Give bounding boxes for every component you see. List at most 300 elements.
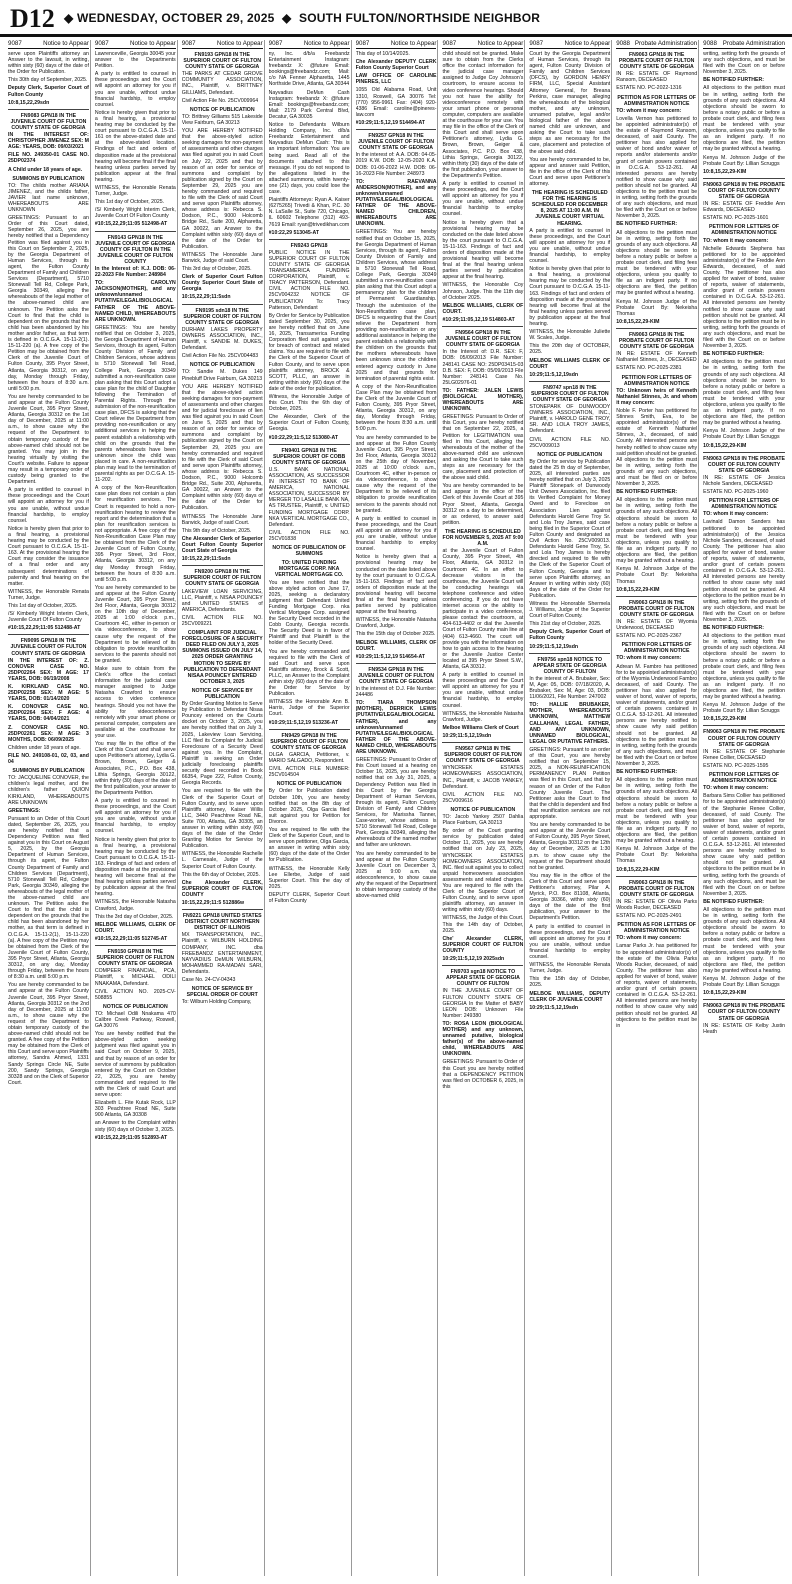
notice-paragraph: ESTATE NO. PC-2025-1960	[703, 489, 769, 496]
notice-paragraph: Witness the Honorable Shermela J. Williams, Judge of the Superior Court of Fulton County.	[529, 600, 611, 620]
notice-paragraph: CIVIL ACTION FILE NO. 25CV01838	[268, 529, 350, 542]
notice-heading: FN9150 GPN18 IN THE SUPERIOR COURT OF FULTON COUNTY STATE OF GEORGIA	[96, 949, 175, 968]
notice-divider	[442, 965, 523, 966]
notice-emphasis: 10:8,15,22,29-KIM	[703, 168, 747, 175]
notice-heading: NOTICE OF PUBLICATION	[537, 451, 603, 458]
notice-paragraph: GREETINGS: Pursuant to Order of this Court, you are hereby notified that on September 22, 2025, a Petition for LEGITIMATION was filed in this Court, alleging the whereabouts of the mother of the above-named child are unknown and asking the Court to take such steps as are necessary for the care, placement and protection of the above said child.	[442, 414, 524, 482]
notice-emphasis: #10:15,22,29;11:05 512893-AT	[94, 1134, 168, 1141]
notice-emphasis: Clerk of Superior Court Fulton County Superior Court State of Georgia	[181, 274, 263, 293]
notice-emphasis: Che Alexander Clerk of Superior Court Fulton County Superior Court State of Georgia	[181, 535, 263, 555]
notice-heading: FN9063 GPN18 IN THE PROBATE COURT OF FULTON COUNTY STATE OF GEORGIA	[618, 599, 695, 618]
notice-paragraph: an Answer to the Complaint within sixty (60) days of October 3, 2025.	[94, 1120, 176, 1133]
notice-paragraph: You are required to file with the Clerk of the Superior Court of Fulton County, and to serve upon Plaintiffs attorney, Kaiser Willis LLC, 3440 Peachtree Road NE, Suite 700, Atlanta, GA 30305, an answer in writing within sixty (60) days of the date of the Order Granting Motion for Service by Publication.	[181, 788, 263, 850]
diamond-icon: ◆	[282, 11, 292, 25]
notice-heading: PETITION AS FOR LETTERS OF ADMINISTRATION NOTICE	[617, 922, 696, 935]
notice-paragraph: All objections to the petition must be in writing, setting forth the grounds of any such objections. All objections should be sworn to before a notary public or before a probate court clerk, and filing fees must be tendered with your objections, unless you qualify to file as an indigent party. If no objections are filed, the petition may be granted without a hearing.	[703, 907, 786, 974]
notice-paragraph: IN RE: ESTATE OF Wyomia Underwood, DECEASED	[616, 618, 698, 632]
notice-emphasis: Deputy Clerk, Superior Court of Fulton County	[529, 629, 611, 642]
notice-paragraph: GREETINGS: Pursuant to Order of this Court issued at a hearing on October 16, 2025, you are hereby notified that on July 31, 2025, a Dependency Petition was filed in this Court by the Georgia Department of Human Services, through its agent, Fulton County Division of Family and Children Services, for Marissha Tanner, Case-worker, whose address is 5710 Stonewall Tell Road, College Park, Georgia 30349, alleging the whereabouts of the named mother and father are unknown.	[355, 757, 437, 849]
notice-paragraph: To: Wilburn Holding Company,	[181, 999, 252, 1006]
notice-paragraph: Plaintiffs Attorneys: Ryan A. Kaiser (6275265) Trivedi & Khan, P.C. 30 N. LaSalle St., Suite 720, Chicago, IL 60602 Telephone (312) 493-7619 Email: ryan@trivedikhan.com	[268, 197, 350, 228]
notice-divider	[95, 231, 176, 232]
notice-emphasis: 10:8,15,22,29-KIM	[616, 318, 660, 325]
notice-emphasis: FILE NO. 249350-01 CASE NO. 25DP02374	[8, 152, 89, 165]
notice-paragraph: WITNESS, the Honorable Natasha Crawford, Judge.	[355, 617, 437, 630]
notice-paragraph: WITNESS, the Honorable Renata Turner, Judge.	[529, 962, 611, 975]
notice-paragraph: This the 3rd day of October, 2025.	[94, 913, 174, 920]
notice-paragraph: GREETINGS: You are hereby notified that on October 15, 2025, the Georgia Department of Human Services, through its agent, Fulton County Division of Family and Children Services, whose address is 5710 Stonewall Tell Road, College Park, Georgia 30349 submitted a non-reunification case plan asking that this Court adopt a permanency plan for the children of Permanent Guardianship. Through the submission of the Non-Reunification case plan, DFCS is requesting that the Court relieve the Department from providing non-reunification or any additional assistance in helping the parent establish a relationship with the children on the grounds that the mothers whereabouts have been unknown since the children entered agency custody in June 2025 and that grounds for termination of parental rights exist.	[355, 229, 437, 382]
notice-paragraph: YOU ARE HEREBY NOTIFIED that the above-styled action seeking damages for non-payment of assessments and other charges and for judicial foreclosure of lien was filed against you in said Court on June 5, 2025 and that by reason of an order for service of summons and complaint by publication signed by the Court on September 29, 2025 you are hereby commanded and required to file with the Clerk of said Court and serve upon Plaintiffs attorney, whose address is: Rebecca S. Dodson, P.C., 9000 Holcomb Bridge Rd., Suite 200, Alpharetta, GA 30022, an Answer to the Complaint within sixty (60) days of the date of the Order for Publication.	[181, 383, 263, 512]
notice-emphasis: BE NOTIFIED FURTHER:	[703, 898, 764, 905]
notice-divider	[616, 876, 697, 877]
notice-paragraph: A copy of the Non-Reunification Case Plan may be obtained from the Clerk of the Juvenile Court of Fulton County, 395 Pryor Street, Atlanta, Georgia 30312, on any day, Monday through Friday, between the hours 8:30 a.m. until 5:00 p.m.	[355, 383, 437, 433]
notice-emphasis: 10:29;11:5,12,19sdn	[442, 732, 492, 739]
notice-paragraph: By order of the Court granting service by publication dated October 11, 2025, you are hereby notified that on July 23, 2025, WYNCREEK ESTATES HOMEOWNERS ASSOCIATION, INC. filed suit against you to collect unpaid homeowners association assessments and related charges. You are required to file with the Clerk of the Superior Court of Fulton County, and to serve upon plaintiffs attorney, an answer in writing within sixty (60) days.	[442, 828, 524, 914]
notice-heading: FN9193 GPN18 IN THE SUPERIOR COURT OF FULTON COUNTY STATE OF GEORGIA	[183, 52, 262, 71]
notice-column	[356, 40, 439, 1576]
notice-paragraph: IN RE: ESTATE OF Olivia Parks Woods Rucker, DECEASED	[616, 898, 698, 911]
notice-emphasis: 10:8,15,22,29-KIM	[616, 866, 660, 873]
notice-paragraph: TO: Brittney Gilliams 515 Lakeside View Fairburn, GA 30213	[181, 113, 263, 126]
notice-divider	[95, 945, 176, 946]
notice-divider	[182, 304, 263, 305]
notice-paragraph: You may file in the office of the Clerk of this Court and shall serve upon Petitioner's attorney, Lydia G. Brown, Brown, Geiger & Associates, P.C., P.O. Box 438, Lithia Springs, Georgia 30122, within thirty (30) days of the date of the first publication, your answer to the Departments Petition.	[94, 741, 176, 796]
notice-paragraph: TO: Sandie M. Dukes 149 Pinebluff Drive Fairburn, GA 30213	[181, 369, 263, 382]
notice-heading: NOTICE OF PUBLICATION	[450, 806, 516, 813]
notice-heading: FN9429 GPN18 IN THE SUPERIOR COURT OF FULTON COUNTY STATE OF GEORGIA	[270, 732, 348, 751]
column-heading	[529, 40, 610, 49]
notice-paragraph: A party is entitled to counsel in these proceedings and the Court will appoint an attorney for you if you are unable, without undue financial hardship, to employ counsel.	[442, 672, 524, 709]
notice-heading: FN9195 sdn18 IN THE SUPERIOR COURT OF FULTON COUNTY STATE OF GEORGIA	[183, 307, 262, 326]
notice-divider	[703, 452, 785, 453]
notice-paragraph: IN RE: ESTATE OF Kelby Justin Heath	[703, 1022, 786, 1035]
notice-heading: NOTICE OF SERVICE BY SPECIAL ORDER OF COURT	[186, 986, 258, 999]
category-name: Notice to Appear	[130, 40, 176, 47]
notice-emphasis: TO: ROSA LEON (BIOLOGICAL MOTHER) and any unknown, unnamed putative, biological father(s) of the above-named child, WHEREABOUTS ARE UNKNOWN.	[442, 1020, 524, 1058]
notice-emphasis: K. KIRKLAND CASE NO. 25DP02258 SEX: M AGE: 5 YEARS, DOB: 01/14/2020	[8, 684, 89, 703]
notice-paragraph: Barbara Sims Collier has petitioned for to be appointed administrator(s) of the Stephanie Renee Collier, deceased, of said County. The petitioner has also applied for waiver of bond, waiver of reports, waiver of statements, and/or grant of certain powers contained in O.C.G.A. 53-12-261. All interested persons are hereby notified to show cause why said petition should not be granted. All objections to the petition must be in writing, setting forth the grounds of any such objections, and must be filed with the Court on or before November 3, 2025.	[703, 793, 786, 897]
notice-heading: FN9095 GPN18 IN THE JUVENILE COURT OF FULTON COUNTY STATE OF GEORGIA	[10, 638, 87, 657]
notice-emphasis: 10:29;11:5,12,19sdn	[529, 1004, 579, 1011]
notice-paragraph: TO: JACQUELINE CONOVER, the children's legal mother, and the children's father QUION KIRKLAND, WHEREABOUTS ARE UNKNOWN	[8, 775, 89, 806]
notice-paragraph: ESTATE NO. PC-2025-1601	[703, 215, 769, 222]
category-name: Notice to Appear	[303, 40, 350, 47]
notice-heading: FN9401 GPN18 IN THE SUPERIOR COURT OF COBB COUNTY STATE OF GEORGIA	[272, 447, 347, 466]
notice-paragraph: This 21st day of October, 2025.	[529, 621, 602, 628]
notice-paragraph: You are hereby commanded to be, appear and answer said Petition, file in the office of the Clerk of this Court and serve upon Petitioner's attorney.	[529, 156, 611, 187]
notice-heading: PETITION FOR LETTERS OF ADMINISTRATION NOTICE	[709, 772, 780, 785]
notice-paragraph: A party is entitled to counsel in these proceedings, and the Court will appoint an attorney for you if you are unable, without undue financial hardship, to employ counsel.	[529, 227, 611, 265]
notice-paragraph: All objections to the petition must be in writing, setting forth the grounds of any such objections. All objections should be sworn to before a notary public or before a probate court clerk, and filing fees must be tendered with your objections, unless you qualify to file as an indigent party. If no objections are filed, the petition may be granted without a hearing.	[703, 359, 786, 427]
notice-heading: FN9063 GPN18 IN THE PROBATE COURT OF FULTON COUNTY STATE OF GEORGIA	[618, 331, 695, 351]
page-number: D12	[10, 4, 55, 33]
notice-paragraph: TO: Michael Odili Nnakama 470 Calibre Creek Parkway, Roswell, GA 30076	[94, 1010, 176, 1030]
notice-paragraph: WITNESS, the Honorable Natasha Crawford, Judge.	[442, 710, 524, 723]
notice-heading: FN9756 spn18 NOTICE TO APPEAR STATE OF GEORGIA COUNTY OF FULTON	[532, 656, 607, 675]
notice-paragraph: Witness, the Honorable Judge of this Court. This the 6th day of October, 2025.	[268, 393, 350, 413]
notice-heading: FN9063 GPN18 IN THE PROBATE COURT OF FULTON COUNTY STATE OF GEORGIA	[703, 729, 785, 748]
notice-paragraph: DURHAM LAKES PROPERTY OWNERS ASSOCIATION, INC., Plaintiff, v. SANDIE M. DUKES, Defendant.	[181, 326, 263, 352]
notice-heading: PETITION AS FOR LETTERS OF ADMINISTRATION NOTICE	[617, 94, 696, 107]
notice-divider	[8, 634, 89, 635]
notice-paragraph: Case No. 24-CV-04343	[181, 977, 236, 984]
notice-paragraph: This the 20th day of OCTOBER, 2025.	[529, 343, 611, 356]
notice-paragraph: In the interest of: A.A. DOB: 04-05-2019 K.W. DOB: 12-05-2020 K.A. DOB: 01-06-2022 H.W. DOB: 06-16-2023 File Number: 248973	[355, 152, 437, 177]
notice-paragraph: A copy of the Non-Reunification case plan does not contain a plan for reunification services. The Court is requested to hold a non-reunification hearing to review the report and the determination that a plan for reunification services is not appropriate. A free copy of the Non-Reunification Case Plan may be obtained from the Clerk of the Juvenile Court of Fulton County, 395 Pryor Street, 3rd Floor, Atlanta, Georgia 30312, on any day Monday through Friday, between the hours of 8:30 a.m. until 5:00 p.m.	[94, 485, 176, 583]
notice-paragraph: LAKEVIEW LOAN SERVICING, LLC, Plaintiff, v. NISAA POUNCEY and UNITED STATES of AMERICA, Defendants.	[181, 588, 263, 613]
notice-paragraph: WITNESS, the Honorable Renata Turner, Judge.	[94, 184, 176, 198]
notice-body	[182, 52, 263, 1005]
legal-notice-columns	[8, 40, 786, 1576]
notice-divider	[616, 596, 697, 597]
notice-paragraph: CIVIL ACTION FILE NO. 25CV009013	[529, 436, 611, 449]
notice-divider	[529, 653, 610, 654]
category-code: 9087	[8, 40, 22, 47]
notice-paragraph: This 9th day of October, 2025.	[181, 527, 252, 534]
notice-heading: FN9564 GPN18 IN THE JUVENILE COURT OF FULTON COUNTY STATE OF GEORGIA	[444, 330, 521, 349]
notice-paragraph: You are hereby commanded to be and appear at the Fulton County Juvenile Court, 395 Pryor Street, Atlanta, Georgia 30312 on the 2nd day of December, 2025 at 11:00 a.m., to show cause why the request of the Department to obtain temporary custody of the above-named child should not be granted. A free copy of the Petition may be obtained from the Clerk of this Court and serve upon Plaintiffs attorney, Sandra Ahmed, 1331 Sandy Springs Circle NE, Suite 200, Sandy Springs, Georgia 30328 and on the Clerk of Superior Court.	[8, 982, 89, 1086]
notice-emphasis: Deputy Clerk, Superior Court of Fulton County	[8, 85, 89, 98]
notice-paragraph: This the 15th day of October, 2025.	[529, 976, 611, 989]
notice-paragraph: GREETINGS: Pursuant to an Order of this Court dated, September 26, 2025, you are hereby notified that a Dependency Petition was filed against you in this Court on September 2, 2025, by the Georgia Department of Human Services, through its agent, the Fulton County Department of Family and Children Services (Department), 5710 Stonewall Tell Rd, College Park, Georgia 30349, alleging the whereabouts of the legal mother of the above-named child are unknown. The Petition asks the Court to find that the child is dependent on the grounds that the child has been abandoned by his mother and/or father, as that term is defined in O.C.G.A. 15-11-2(1). 15-11-220 (a). A free copy of the Petition may be obtained from the Clerk of the Juvenile Court of Fulton County, 395 Pryor Street, Atlanta, Georgia 30312, on any day, Monday through Friday, between the hours of 8:30 a.m. until 5:00 p.m.	[8, 215, 89, 392]
notice-divider	[269, 444, 350, 445]
notice-paragraph: 1055 Old Alabama Road, Unit 1310, Roswell, GA 30076 Tel: (770) 956-9961 Fax: (404) 920-4386 Email: caroline@pineres-law.com	[355, 87, 437, 118]
category-name: Probate Administration	[634, 40, 698, 47]
notice-divider	[356, 129, 437, 130]
notice-paragraph: All objections to the petition must be in writing, setting forth the grounds of any such objections. All objections should be sworn to before a notary public or before a probate court clerk, and filing fees must be tendered with your objections, unless you qualify to file as an indigent party. If no objections are filed, the petition may be granted without a hearing.	[703, 85, 786, 153]
notice-paragraph: writing, setting forth the grounds of any such objections, and must be filed with the Court on or before November 3, 2025.	[703, 51, 786, 76]
notice-paragraph: TO: The childs mother ARIANA JIMENEZ, and the childs father, JAVIER last name unknown, WHEREABOUTS ARE UNKNOWN	[8, 182, 89, 214]
notice-paragraph: THE PARKS AT CEDAR GROVE COMMUNITY ASSOCIATION, INC., Plaintiff, v. BRITTNEY GILLIAMS, Defendant.	[181, 71, 263, 96]
notice-paragraph: Pursuant to an Order of this Court dated, September 26, 2025, you are hereby notified that a Dependency Petition was filed against you in this Court on August 5, 2025, by the Georgia Department of Human Services, through its agent, the Fulton County Department of Family and Children Services (Department), 5710 Stonewall Tell Rd, College Park, Georgia 30349, alleging the whereabouts of the legal mother of the above-named child are unknown. The Petition asks the Court to find that the child is dependent on the grounds that the child has been abandoned by her mother, as that term is defined in O.C.G.A. 15-11-2(1), 15-11-220 (a). A free copy of the Petition may be obtained from the Clerk of the Juvenile Court of Fulton County, 395 Pryor Street, Atlanta, Georgia 30312, on any day, Monday through Friday, between the hours of 8:30 a.m. until 5:00 p.m.	[8, 815, 89, 981]
notice-body	[616, 52, 697, 1029]
category-name: Probate Administration	[722, 40, 786, 47]
category-name: Notice to Appear	[390, 40, 437, 47]
masthead	[0, 0, 792, 37]
notice-paragraph: Notice to Defendants Wilburn Holding Company, Inc. d/b/a Freebandz Entertainment and Nayvadius DeMun Cash: This is an important information: You are being sued. Read all of the documents attached to this message. If you do not respond to the allegations listed in the attached summons, within twenty-one (21) days, you could lose the case.	[268, 122, 350, 196]
notice-emphasis: Che' Alexander CLERK, SUPERIOR COURT OF FULTON COUNTY	[442, 935, 524, 954]
notice-paragraph: Court by the Georgia Department of Human Services, through its agent, Fulton County Division of Family and Children Services (DFCS), by GORDON HENRY FIRM, LLC, Special Assistant Attorney General, for Breana Perkins, case manager, alleging the whereabouts of the biological mother, and any unknown, unnamed putative, legal and/or biological father of the above named child are unknown, and asking the Court to take such steps as are necessary for the care, placement and protection of the above said child.	[529, 51, 611, 155]
notice-paragraph: You are here notified that the above styled action on June 17, 2025, seeking a declaratory judgment that Defendant United Funding Mortgage Corp. nka Vertical Mortgage Corp. assigned the Security Deed recorded in the Cobb County, Georgia records. The Security Deed is in favor of Plaintiff and that Plaintiff is the holder of the Security Deed.	[268, 579, 350, 647]
notice-paragraph: You are required to file with the Clerk of the Superior Court, and to serve upon petitioner, Olga Garcia, an answer in writing within sixty (60) days of the date of the Order for Publication.	[268, 826, 350, 864]
notice-paragraph: CIVIL ACTION FILE NO. 25CV009221	[181, 614, 263, 627]
notice-emphasis: #10:15,22,29;11:05 512498-AT	[94, 221, 168, 228]
notice-emphasis: BE NOTIFIED FURTHER:	[616, 221, 678, 228]
notice-emphasis: #10:29;11:5,12,19 514494-AT	[355, 119, 425, 126]
notice-paragraph: Lawrenceville, Georgia 30045 your answer to the Departments Petition.	[94, 51, 176, 70]
notice-emphasis: TO: RAEVANNA ANDERSON(MOTHER), and any unknown/unnamed PUTATIVE/LEGAL/BIOLOGICAL FATHER OF THE ABOVE-NAMED CHILDREN, WHEREABOUTS ARE UNKNOWN.	[355, 178, 437, 228]
notice-body	[8, 51, 89, 1086]
column-heading	[356, 40, 437, 49]
category-code: 9087	[94, 40, 109, 47]
notice-emphasis: TO: HALLIE BRUBAKER, MOTHER, WHEREABOUTS UNKNOWN, MATTHEW CALLAHAN, LEGAL FATHER, AND ANY UNKNOWN, UNNAMED BIOLOGICAL, LEGAL OR PUTATIVE FATHERS.	[529, 702, 611, 745]
notice-paragraph: Notice is hereby given that prior to a final hearing, a provisional hearing may be conducted by the Court pursuant to O.C.G.A. 15-11-163. Findings of fact and orders of disposition made at the provisional hearing will become final at the final hearing unless parties served by publication appear at the final hearing.	[529, 266, 611, 328]
notice-heading: THE HEARING IS SCHEDULED FOR THE HEARING IS SCHEDULED FOR DECEMBER 8, 2025 AT 11:00 A.M. IN JUVENILE COURT VIRTUAL HEARING.	[531, 190, 608, 227]
notice-emphasis: 10:15,22,29;11:5sdn	[181, 294, 231, 301]
section-title: SOUTH FULTON/NORTHSIDE NEIGHBOR	[299, 11, 541, 25]
notice-paragraph: In the interest of A. Brubaker, Sex: M, Age: 05, DOB: 07/18/2020, A. Brubaker, Sex: M, Age: 03, DOB: 11/06/2021, File Number: 247002	[529, 675, 611, 701]
notice-emphasis: TO: FATHER: JALEN LEWIS (BIOLOGICAL MOTHER), WHEREABOUTS ARE UNKNOWN.	[442, 387, 524, 413]
notice-divider	[703, 725, 785, 726]
notice-paragraph: COMPEER FINANCIAL, PCA, Plaintiff, v. MICHAEL ODILI NNAKAMA, Defendant.	[94, 968, 176, 987]
notice-paragraph: ESTATE NO. PC-2025-2367	[616, 633, 682, 640]
column-heading	[442, 40, 523, 49]
notice-paragraph: You are hereby commanded to be and appear at the Juvenile Court of Fulton County, 395 Pryor Street, Atlanta, Georgia 30312 on the 12th day of December, 2025 at 1:30 p.m. to show cause why the request of the Department should not be granted.	[529, 822, 611, 871]
notice-paragraph: Notice is hereby given that a provisional hearing may be conducted on the date listed above by the court pursuant to O.C.G.A. 15-11-163. Findings of fact and orders of disposition made at the provisional hearing will become final at the final hearing unless parties served by publication appear at the final hearing.	[442, 219, 524, 281]
notice-paragraph: This the 15th day of October 2025.	[355, 631, 436, 638]
notice-paragraph: WYNCREEK ESTATES HOMEOWNERS ASSOCIATION, INC., Plaintiff, v. JACOB YANKEY, Defendant.	[442, 765, 524, 790]
notice-heading: FN9063 GPN18 IN THE PROBATE COURT OF FULTON COUNTY STATE OF GEORGIA	[618, 879, 695, 898]
notice-emphasis: TO: Unknown heirs of Kenneth Nathaniel Stinnes, Jr. and whom it may concern:	[616, 387, 698, 406]
notice-paragraph: /S/ Kimberly Wright Interim Clerk, Juvenile Court Of Fulton County	[94, 207, 176, 220]
notice-paragraph: You are hereby notified that the above-styled action seeking judgment was filed against you in said Court on October 9, 2025, and that by reason of an order for service of summons by publication entered by the Court on October 22, 2025, you are hereby commanded and required to file with the Clerk of said Court and serve upon:	[94, 1031, 176, 1099]
notice-paragraph: WITNESS, the Honorable Coy Johnson, Judge. This the 11th day of October 2025.	[442, 282, 524, 301]
notice-body	[703, 51, 785, 1035]
notice-emphasis: MELBOE WILLIAMS, CLERK OF COURT.	[94, 921, 176, 934]
notice-paragraph: Noble F. Porter has petitioned for Stinnes Smith, Eva, to be appointed administrator(s) of the estate of Kenneth Nathaniel Stinnes, Jr., deceased, of said County. All interested persons are hereby notified to show cause why said petition should not be granted. All objections to the petition must be in writing, setting forth the grounds of any such objections, and must be filed on or before November 3, 2025.	[616, 407, 698, 488]
notice-paragraph: Children under 18 years of age.	[8, 744, 81, 751]
notice-paragraph: ESTATE NO. PC-2022-1316	[616, 85, 682, 92]
notice-paragraph: This 1st day of October, 2025.	[8, 602, 78, 609]
notice-heading: PETITION FOR LETTERS OF ADMINISTRATION NOTICE	[709, 498, 780, 511]
notice-divider	[182, 909, 263, 910]
notice-emphasis: IN THE INTEREST OF: CHRISTOPHER JIMENEZ SEX: M AGE: YEARS, DOB: 09/03/2021	[8, 132, 89, 151]
notice-emphasis: Z. CONOVER CASE NO. 25DP02261 SEX: M AGE: 3 MONTHS, DOB: 06/09/2025	[8, 724, 89, 743]
notice-paragraph: Notice is hereby given that prior to a final hearing, a provisional hearing may be conducted by the Court pursuant to O.C.G.A. 15-11-163. Findings of fact and orders of disposition made at the provisional hearing will become final at the final hearing unless parties served by publication appear at the final hearing.	[94, 836, 176, 898]
notice-paragraph: Lovella Vernon has petitioned to be appointed administrator(s) of the estate of Raymond Ransom, deceased, of said County. The petitioner has also applied for waiver of bond and/or waiver of reports and/or statements and/or grant of certain powers contained in O.C.G.A. 53-12-261. All interested persons are hereby notified to show cause why said petition should not be granted. All objections to the petition must be in writing, setting forth the grounds of any such objections, and must be filed with the Court on or before November 3, 2025.	[616, 115, 698, 220]
notice-emphasis: TO: whom it may concern:	[616, 935, 682, 942]
notice-paragraph: This 1st day of October, 2025.	[94, 199, 165, 206]
notice-paragraph: ESTATE NO. PC-2025-2491	[616, 913, 682, 920]
notice-paragraph: In the Interest of: D.R. SEX: F, DOB: 05/09/2013 File Number: 248141 CASE NO: 25DP03415-03 D.B. SEX: F, DOB: 05/09/2013 File Number: 248141 Case No. 25LG02976-01	[442, 349, 524, 386]
notice-emphasis: 10:8,15,22,29-KIM	[703, 716, 747, 723]
notice-paragraph: A party is entitled to counsel in these proceedings, and the Court will appoint an attorney for you if you are unable, without undue financial hardship to employ counsel.	[442, 180, 524, 218]
notice-emphasis: TO: whom it may concern:	[616, 107, 682, 114]
notice-paragraph: Notice is hereby given that prior to a final hearing, a provisional hearing may be conducted by the Court pursuant to O.C.G.A. 15-11-163. At the provisional hearing the Court may consider the issuance of a final order and any subsequent determinations of paternity and final hearing on the matter.	[8, 525, 89, 587]
notice-paragraph: A party is entitled to counsel in these proceedings, and the Court will appoint an attorney for you if you are unable, without undue financial hardship, to employ counsel.	[94, 797, 176, 835]
notice-heading: NOTICE OF PUBLICATION	[189, 362, 255, 369]
notice-paragraph: IN RE: ESTATE OF Freddie Ann Edwards, DECEASED	[703, 201, 786, 214]
notice-emphasis: Che Alexander DEPUTY CLERK Fulton County Superior Court	[355, 59, 437, 72]
notice-heading: NOTICE OF PUBLICATION OF SUMMONS	[272, 545, 346, 558]
notice-paragraph: A party is entitled to counsel in these proceedings and the Court will appoint an attorney for you if you are unable, without undue financial hardship, to employ counsel.	[8, 487, 89, 524]
notice-paragraph: Kenya M. Johnson Judge of the Probate Court By: Lillian Scruggs	[703, 154, 786, 167]
notice-paragraph: U.S. BANK NATIONAL ASSOCIATION, AS SUCCESSOR IN INTEREST TO BANK OF AMERICA, NATIONAL ASSOCIATION, SUCCESSOR BY MERGER TO LASALLE BANK NA, AS TRUSTEE, Plaintiff, v. UNITED FUNDING MORTGAGE CORP. NKA VERTICAL MORTGAGE CO., Defendant.	[268, 466, 350, 528]
notice-heading: THE HEARING IS SCHEDULED FOR NOVEMBER 5, 2025 AT 9:00 A.M.	[442, 528, 524, 548]
notice-heading: FN9534 GPN18 IN THE JUVENILE COURT OF FULTON COUNTY STATE OF GEORGIA	[358, 666, 434, 685]
notice-paragraph: ESTATE NO. PC-2025-2381	[616, 365, 682, 372]
notice-paragraph: PUBLIC NOTICE IN THE SUPERIOR COURT OF FULTON COUNTY STATE OF GEORGIA TRANSAMERICA FUNDING CORPORATION, Plaintiff, v. TRACY PATTERSON, Defendant. CIVIL ACTION FILE NO. 25CV004232 NOTICE OF PUBLICATION To: Tracy Patterson, Defendant	[268, 249, 350, 311]
notice-emphasis: 10:8,15,22,29-KIM	[703, 442, 747, 449]
notice-paragraph: This the 6th day of October, 2025.	[181, 871, 260, 878]
notice-paragraph: A party is entitled to counsel in these proceedings, and the Court will appoint an attorney for you if you are unable, without undue financial hardship to employ counsel.	[529, 923, 611, 961]
notice-body	[356, 51, 437, 899]
category-code: 9088	[616, 40, 630, 47]
notice-paragraph: Civil Action File No. 25CV009964	[181, 97, 259, 104]
notice-paragraph: WITNESS the Honorable Ann B. Harris, Judge of the Superior Court.	[268, 699, 350, 718]
notice-emphasis: #10:29;11:5,12,19 513236-AT	[268, 719, 339, 726]
notice-heading: PETITION FOR LETTERS OF ADMINISTRATION NOTICE	[621, 642, 692, 655]
notice-emphasis: 10:15,22,29;11:5sdn	[181, 556, 231, 563]
notice-emphasis: 10:8,15,22,29-KIM	[616, 586, 660, 593]
notice-emphasis: 10:8,15,22,29sdn	[8, 99, 50, 106]
notice-heading: PETITION FOR LETTERS OF ADMINISTRATION NOTICE	[621, 374, 692, 387]
notice-divider	[442, 326, 523, 327]
notice-paragraph: MX TRANSPORTATION, INC., Plaintiff, v. WILBURN HOLDING COMPANY, INC. dba FREEBANDZ ENTERTAINMENT, NAYVADIUS DeMUN WILBURN, MOHAMMED RA-MADAN SARI, Defendants.	[181, 932, 263, 975]
notice-paragraph: WITNESS The Honorable Jane Barwick, Judge of said Court.	[181, 513, 263, 526]
notice-emphasis: BE NOTIFIED FURTHER:	[616, 769, 678, 776]
notice-divider	[8, 109, 89, 110]
notice-emphasis: MELBOE WILLIAMS, CLERK OF COURT.	[355, 639, 437, 652]
notice-paragraph: Kenya M. Johnson Judge of the Probate Court By: Lillian Scruggs	[703, 976, 786, 989]
page-header	[64, 11, 540, 25]
notice-emphasis: LAW OFFICE OF CAROLINE PINERES, LLC	[355, 73, 437, 86]
notice-paragraph: Nichelle Edwards Stephens has petitioned for to be appointed administrator(s) of the Freddie Ann Edwards, deceased, of said County. The petitioner has also applied for waiver of bond, waiver of reports, waiver of statements, and/or grant of certain powers contained in O.C.G.A. 53-12-261. All interested persons are hereby notified to show cause why said petition should not be granted. All objections to the petition must be in writing, setting forth the grounds of any such objections, and must be filed with the Court on or before November 3, 2025.	[703, 245, 786, 350]
notice-heading: FN9567 GPN18 IN THE SUPERIOR COURT OF FULTON COUNTY STATE OF GEORGIA	[444, 746, 522, 765]
notice-paragraph: Kenya M. Johnson Judge of the Probate Court By: Nekeisha Thomas	[616, 566, 698, 585]
notice-heading: SUMMONS BY PUBLICATION	[12, 175, 85, 182]
notice-paragraph: TO: Jacob Yankey 2507 Dahlia Place Fairburn, GA 30213	[442, 813, 524, 827]
notice-emphasis: FILE NO. 249108-01, 02, 03, and 04	[8, 752, 89, 766]
notice-emphasis: In the Interest of: K.J. DOB: 06-22-2023 File Number: 248984	[94, 266, 176, 279]
notice-heading: PETITION FOR LETTERS OF ADMINISTRATION NOTICE	[709, 224, 780, 237]
notice-emphasis: MELBOE WILLIAMS, CLERK OF COURT.	[442, 302, 524, 315]
notice-column	[95, 40, 178, 1576]
notice-divider	[442, 742, 523, 743]
notice-divider	[703, 178, 785, 179]
notice-emphasis: #10:15,22,29;11:05 512488-AT	[8, 625, 81, 632]
notice-paragraph: WITNESS, the Honorable Natasha Crawford, Judge.	[94, 899, 176, 912]
notice-paragraph: WITNESS, the Honorable Kelly Lee Ellerbe, Judge of said Superior Court. This the day of 2025.	[268, 865, 350, 890]
notice-column	[616, 40, 699, 1576]
notice-column	[269, 40, 352, 1576]
diamond-icon: ◆	[64, 11, 74, 25]
notice-paragraph: GREETINGS: Pursuant to Order of this Court you are hereby notified that a DEPENDENCY PETITION was filed on OCTOBER 6, 2025, in this	[442, 1059, 524, 1090]
notice-paragraph: Kenya M. Johnson Judge of the Probate Court By: Nekeisha Thomas	[616, 298, 698, 317]
notice-paragraph: GREETINGS: You are hereby notified that on October 3, 2025, the Georgia Department of Human Services, through its agent, Fulton County Division of Family and Children Services, whose address is 5710 Stonewall Tell Road, College Park, Georgia 30349 submitted a non-reunification case plan asking that this Court adopt a case plan for the child of Daughter following the Termination of Parental Rights. Through the submission of the non-reunification case plan, DFCS is asking that the Court relieve the Department from providing non-reunification or any additional services in helping the parent establish a relationship with child on the grounds that the parents whereabouts have been unknown since the child was placed in care. A non-reunification plan may lead to the termination of parental rights as per O.C.G.A. 15-11-202.	[94, 324, 176, 484]
notice-paragraph: STONEPARK OF DUNWOODY OWNERS ASSOCIATION, INC., Plaintiff, v. HAROLD GENE TROY, SR. AND LOLA TROY JAMES, Defendant.	[529, 404, 611, 435]
notice-body	[269, 51, 350, 904]
notice-emphasis: 10:15,22,29;11:5 512886w	[181, 900, 245, 906]
notice-paragraph: IN RE: ESTATE OF Stephanie Renee Collier, DECEASED	[703, 748, 786, 761]
notice-paragraph: This day of 10/14/2025.	[355, 51, 410, 57]
notice-heading: FN9747 spn18 IN THE SUPERIOR COURT OF FULTON COUNTY STATE OF GEORGIA	[530, 384, 609, 403]
notice-paragraph: Notice is hereby given that a provisional hearing may be conducted on the date listed above by the court pursuant to O.C.G.A. 15-11-163. Findings of fact and orders of disposition made at the provisional hearing will become final at the final hearing unless parties served by publication appear at the final hearing.	[355, 554, 437, 616]
notice-paragraph: DEPUTY CLERK, Superior Court of Fulton County	[268, 891, 350, 904]
category-code: 9087	[529, 40, 544, 47]
notice-emphasis: #10:22,29;11:5,12 513080-AT	[268, 434, 339, 441]
notice-body	[95, 51, 176, 1141]
column-heading	[616, 40, 697, 49]
notice-paragraph: All objections to the petition must be in writing, setting forth the grounds of any such objections. All objections should be sworn to before a notary public or before a probate court clerk, and filing fees must be tendered with your objections, unless you qualify to file as an indigent party. If no objections are filed, the petition may be granted without a hearing.	[703, 633, 786, 701]
category-code: 9087	[355, 40, 370, 47]
notice-paragraph: Civil Action File No. 25CV004483	[181, 353, 259, 360]
notice-emphasis: #10:15,22,29;11:05 512745-AT	[94, 935, 168, 942]
category-code: 9087	[268, 40, 283, 47]
notice-emphasis: 10:29;11:5,12,19sdn	[529, 643, 579, 650]
notice-column	[8, 40, 91, 1576]
category-code: 9087	[181, 40, 196, 47]
notice-paragraph: at the Juvenile Court of Fulton County, 395 Pryor Street, 4th Floor, Atlanta, GA 30312 in Courtroom 4C. In an effort to decrease visitors in the courthouse, the Juvenile Court will be conducting hearings via telephone conference and video conferencing. If you do not have internet access or the ability to participate in a video conference, please contact the courtroom, at 404-613-4402 or dial the Juvenile Court of Fulton County main line at (404) 613-4660. The court will provide you with the information on how to gain access to the hearing or the Juvenile Justice Center located at 395 Pryor Street S.W., Atlanta, GA 30312.	[442, 548, 524, 670]
notice-emphasis: #10:29;11:05,12,19 514803-AT	[442, 316, 515, 323]
notice-divider	[269, 239, 350, 240]
notice-paragraph: You are hereby commanded to be and appear at the Fulton County Juvenile Court, 395 Pryor Street, Atlanta, Georgia 30312 on the 1st day of December, 2025 at 11:00 a.m., to show cause why the request of the Department to obtain temporary custody of the above-named child should not be granted. You may join in the hearing virtually by visiting the Court's website. Failure to appear may result in a temporary order of custody being granted to the Department.	[8, 393, 89, 486]
notice-column	[182, 40, 265, 1576]
notice-paragraph: In the interest of: D.J. File Number: 244486	[355, 686, 437, 699]
notice-heading: FN9143 GPN18 IN THE JUVENILE COURT OF GEORGIA COUNTY OF FULTON IN THE JUVENILE COURT OF FULTON COUNTY	[95, 234, 176, 265]
notice-body	[442, 51, 523, 1090]
notice-paragraph: serve upon Plaintiffs attorney an Answer to the lawsuit, in writing, within sixty (60) days of the date of the Order for Publication.	[8, 51, 89, 76]
notice-heading: NOTICE OF PUBLICATION	[276, 781, 342, 788]
notice-heading: FN9703 sgn18 NOTICE TO APPEAR STATE OF GEORGIA COUNTY OF FULTON	[445, 969, 520, 988]
notice-emphasis: 10:29;11:5,12,19 2025sdn	[442, 956, 505, 963]
notice-heading: FN9257 GPN18 IN THE JUVENILE COURT OF FULTON COUNTY STATE OF GEORGIA	[358, 133, 434, 152]
notice-heading: FN9063 GPN18 IN THE PROBATE COURT OF FULTON COUNTY STATE OF GEORGIA	[703, 1003, 785, 1022]
notice-emphasis: TO: whom it may concern:	[703, 511, 769, 518]
notice-emphasis: TO: CAROLYN JACKSON(MOTHER), and any unknown/unnamed PUTATIVE/LEGAL/BIOLOGICAL FATHER OF THE ABOVE-NAMED CHILD, WHEREABOUTS ARE UNKNOWN.	[94, 280, 176, 323]
notice-emphasis: TO: TIARA THOMPSON (MOTHER), DERRICK LEWIS (PUTATIVE/LEGAL/BIOLOGICAL FATHER), and any unknown/unnamed PUTATIVE/LEGAL/BIOLOGICAL FATHER OF THE ABOVE-NAMED CHILD, WHEREABOUTS ARE UNKNOWN.	[355, 700, 437, 756]
notice-paragraph: All objections to the petition must be in writing, setting forth the grounds of any such objections. All objections should be sworn to before a notary public or before a probate court clerk, and filing fees must be tendered with your objections, unless you qualify to file as an indigent party. If no objections are filed, the petition may be granted without a hearing.	[616, 497, 698, 565]
notice-paragraph: Che Alexander, Clerk of the Superior Court of Fulton County, Georgia.	[268, 414, 350, 433]
notice-emphasis: BE NOTIFIED FURTHER:	[616, 489, 678, 496]
notice-emphasis: Melboe Williams Clerk of Court	[442, 724, 519, 731]
category-name: Notice to Appear	[43, 40, 89, 47]
notice-emphasis: 10:8,15,22,29-KIM	[703, 990, 747, 997]
notice-paragraph: IN RE: ESTATE OF Raymond Ransom, DECEASED	[616, 71, 698, 84]
notice-paragraph: IN THE JUVENILE COURT OF FULTON COUNTY STATE OF GEORGIA In the Matter of BABY LEON DOB: Unknown File Number: 249380	[442, 988, 524, 1019]
notice-divider	[356, 663, 437, 664]
notice-paragraph: Adrean M. Fambro has petitioned for to be appointed administrator(s) of the Wyomia Underwood Fambro deceased, of said County. The petitioner has also applied for waiver of bond, waiver of reports, waiver of statements, and/or grant of certain powers contained in O.C.G.A. 53-12-261. All interested persons are hereby notified to show cause why said petition should not be granted. All objections to the petition must be in writing, setting forth the grounds of any such objections, and must be filed with the Court on or before November 3, 2025.	[616, 663, 698, 768]
notice-heading: FN9063 GPN18 IN THE PROBATE COURT OF FULTON COUNTY STATE OF GEORGIA	[618, 52, 695, 71]
notice-paragraph: CIVIL ACTION FILE NUMBER: 25CV014504	[268, 766, 350, 779]
notice-emphasis: K. CONOVER CASE NO. 25DP02264 SEX: F AGE: 4 YEARS, DOB: 04/04/2021	[8, 704, 89, 723]
notice-paragraph: This 30th day of September, 2025.	[8, 77, 88, 84]
notice-heading: NOTICE OF PUBLICATION	[189, 106, 255, 113]
notice-divider	[616, 328, 697, 329]
notice-paragraph: GREETINGS: Pursuant to an order of this Court, you are hereby notified that on September 15, 2025, a NON-REUNIFICATION PERMANENCY PLAN Petition was filed in this Court, and that by reason of an Order of the Fulton County Juvenile Court. The Petitioner asks the Court to find that the child is dependent and find that reunification services are not appropriate.	[529, 746, 611, 820]
column-heading	[269, 40, 350, 49]
notice-emphasis: A Child under 18 years of age.	[8, 166, 83, 173]
notice-paragraph: Kenya M. Johnson Judge of the Probate Court By: Lillian Scruggs	[703, 702, 786, 715]
category-name: Notice to Appear	[477, 40, 524, 47]
notice-emphasis: BE NOTIFIED FURTHER:	[703, 351, 764, 358]
notice-paragraph: WITNESS, the Judge of this Court. This the 14th day of October, 2025.	[442, 915, 524, 934]
column-heading	[182, 40, 263, 49]
notice-paragraph: IN RE: ESTATE OF Kenneth Nathaniel Stinnes, Jr., DECEASED	[616, 351, 698, 364]
notice-paragraph: Lavinald Damon Sanders has petitioned to be appointed administrator(s) of the Jessica Nichole Sanders, deceased, of said County. The petitioner has also applied for waiver of bond, waiver of reports, waiver of statements, and/or grant of certain powers contained in O.C.G.A. 53-12-261. All interested persons are hereby notified to show cause why said petition should not be granted. All objections to the petition must be in writing, setting forth the grounds of any such objections, and must be filed with the Court on or before November 3, 2025.	[703, 519, 786, 623]
notice-paragraph: YOU ARE HEREBY NOTIFIED that the above-styled action seeking damages for non-payment of assessments and other charges was filed against you in said Court on July 22, 2025 and that by reason of an order for service of summons and complaint by publication signed by the Court on September 29, 2025 you are hereby commanded and required to file with the Clerk of said Court and serve upon Plaintiffs attorney, whose address is: Rebecca S. Dodson, P.C., 9000 Holcomb Bridge Rd., Suite 200, Alpharetta, GA 30022, an Answer to the Complaint within sixty (60) days of the date of the Order for Publication.	[181, 128, 263, 250]
notice-paragraph: IN RE: ESTATE OF Jessica Nichole Sanders, DECEASED	[703, 474, 786, 487]
notice-paragraph: WITNESS, the Honorable Juliette W. Scales, Judge.	[529, 329, 611, 342]
category-code: 9087	[442, 40, 457, 47]
notice-paragraph: Kenya M. Johnson Judge of the Probate Court By: Nekeisha Thomas	[616, 846, 698, 865]
notice-paragraph: /S/ Kimberly Wright Interim Clerk, Juvenile Court Of Fulton County	[8, 611, 89, 624]
notice-heading: TO: UNITED FUNDING MORTGAGE CORP. NKA VERTICAL MORTGAGE CO.	[274, 560, 344, 579]
notice-paragraph: Notice is hereby given that prior to a final hearing, a provisional hearing may be conducted by the court pursuant to O.C.G.A. 15-11-161 on the above-stated date and at the above-stated location. Findings of fact and orders of disposition made at the provisional hearing will become final if the final hearing unless parties served by publication appear at the final hearing.	[94, 109, 176, 183]
notice-heading: FN9221 GPN18 UNITED STATES DISTRICT COURT NORTHERN DISTRICT OF ILLINOIS	[182, 913, 262, 932]
notice-paragraph: This 3rd day of October, 2025.	[181, 266, 252, 273]
notice-paragraph: WITNESS The Honorable Jane Barwick, Judge of said Court.	[181, 251, 263, 264]
notice-heading: SUMMONS BY PUBLICATION	[12, 768, 85, 775]
notice-heading: NOTICE OF SERVICE BY PUBLICATION	[191, 687, 253, 700]
notice-paragraph: All objections to the petition must be in writing, setting forth the grounds of any such objections. All objections should be sworn to before a notary public or before a probate court clerk, and filing fees must be tendered with your objections, unless you qualify to file as an indigent party. If no objections are filed, the petition may be granted without a hearing.	[616, 777, 698, 845]
notice-emphasis: TO: whom it may concern:	[703, 237, 769, 244]
notice-emphasis: 10:29;11:5,12,19sdn	[529, 371, 579, 378]
notice-divider	[182, 565, 263, 566]
column-heading	[8, 40, 89, 49]
notice-column	[442, 40, 525, 1576]
notice-paragraph: CIVIL ACTION FILE NO. 25CV009616	[442, 791, 524, 804]
